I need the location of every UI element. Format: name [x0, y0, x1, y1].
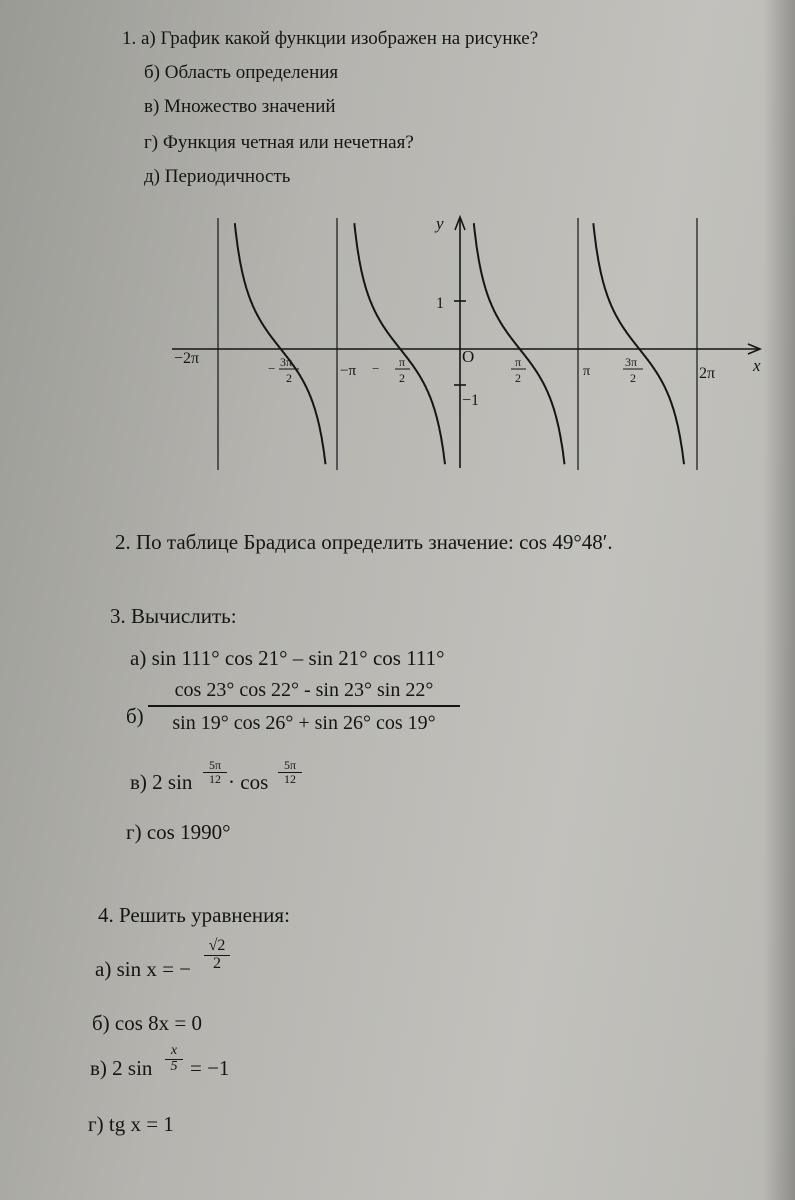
q1-line-e: д) Периодичность — [144, 166, 291, 187]
q3-a: а) sin 111° cos 21° – sin 21° cos 111° — [130, 646, 445, 670]
q4-c-suffix: = −1 — [190, 1056, 230, 1080]
q1-line-a: 1. а) График какой функции изображен на рисунке? — [122, 28, 539, 49]
q4-title: 4. Решить уравнения: — [98, 903, 290, 927]
q3-b-fraction — [148, 680, 460, 734]
label-neg-3pi2-num: 3π — [280, 355, 293, 369]
label-3pi2-den: 2 — [630, 371, 636, 385]
label-neg-pi2-den: 2 — [399, 371, 405, 385]
q4-c-fraction — [165, 1044, 183, 1074]
cot-branch-3 — [474, 223, 565, 464]
x-axis-label: x — [753, 356, 761, 375]
label-3pi2-num: 3π — [625, 355, 638, 369]
q4-a-prefix: а) sin x = − — [95, 957, 192, 981]
q3-b-numerator: cos 23° cos 22° - sin 23° sin 22° — [148, 680, 460, 707]
cotangent-graph — [0, 0, 795, 480]
label-neg-pi2-num: π — [399, 355, 406, 369]
q3-c-mid: · cos — [228, 770, 269, 794]
q3-c-frac1 — [203, 759, 227, 785]
q3-c-prefix: в) 2 sin — [130, 770, 193, 794]
q3-c-frac1-num: 5π — [203, 759, 227, 773]
q1-line-d: г) Функция четная или нечетная? — [144, 132, 414, 153]
q4-a-den: 2 — [213, 954, 221, 972]
q4-d: г) tg x = 1 — [88, 1112, 174, 1136]
label-2pi: 2π — [699, 365, 716, 382]
label-neg-pi: −π — [340, 363, 357, 379]
q4-a-num: √2 — [204, 938, 230, 956]
label-neg-pi2-sign: − — [372, 361, 380, 376]
q3-c-frac1-den: 12 — [209, 771, 221, 786]
q3-d: г) cos 1990° — [126, 820, 231, 844]
y-axis-label: y — [436, 214, 444, 233]
q4-b: б) cos 8x = 0 — [92, 1011, 203, 1035]
cot-branch-1 — [235, 223, 326, 464]
q3-title: 3. Вычислить: — [110, 604, 237, 628]
q1-line-c: в) Множество значений — [144, 96, 336, 117]
q3-c-frac2-num: 5π — [278, 759, 302, 773]
label-one: 1 — [436, 295, 444, 312]
cot-branch-2 — [354, 223, 445, 464]
label-neg-3pi2-sign: − — [268, 361, 276, 376]
label-pi2-num: π — [515, 355, 522, 369]
label-neg-2pi: −2π — [174, 350, 200, 367]
label-pi2-den: 2 — [515, 371, 521, 385]
q1-line-b: б) Область определения — [144, 62, 339, 83]
q4-a-fraction — [204, 938, 230, 973]
label-minus-one: −1 — [462, 392, 480, 409]
q4-c-den: 5 — [170, 1058, 178, 1074]
origin-label: O — [462, 347, 475, 366]
label-neg-3pi2-den: 2 — [286, 371, 292, 385]
q4-c-prefix: в) 2 sin — [90, 1056, 153, 1080]
cot-branch-4 — [593, 223, 684, 464]
q4-c-num: x — [165, 1044, 183, 1060]
q2-text: 2. По таблице Брадиса определить значение: cos 49°48′. — [115, 530, 613, 554]
q3-b-denominator: sin 19° cos 26° + sin 26° cos 19° — [172, 712, 436, 734]
label-pi: π — [583, 364, 591, 379]
q3-b-label: б) — [126, 704, 144, 728]
q3-c-frac2 — [278, 759, 302, 785]
q3-c-frac2-den: 12 — [284, 771, 296, 786]
